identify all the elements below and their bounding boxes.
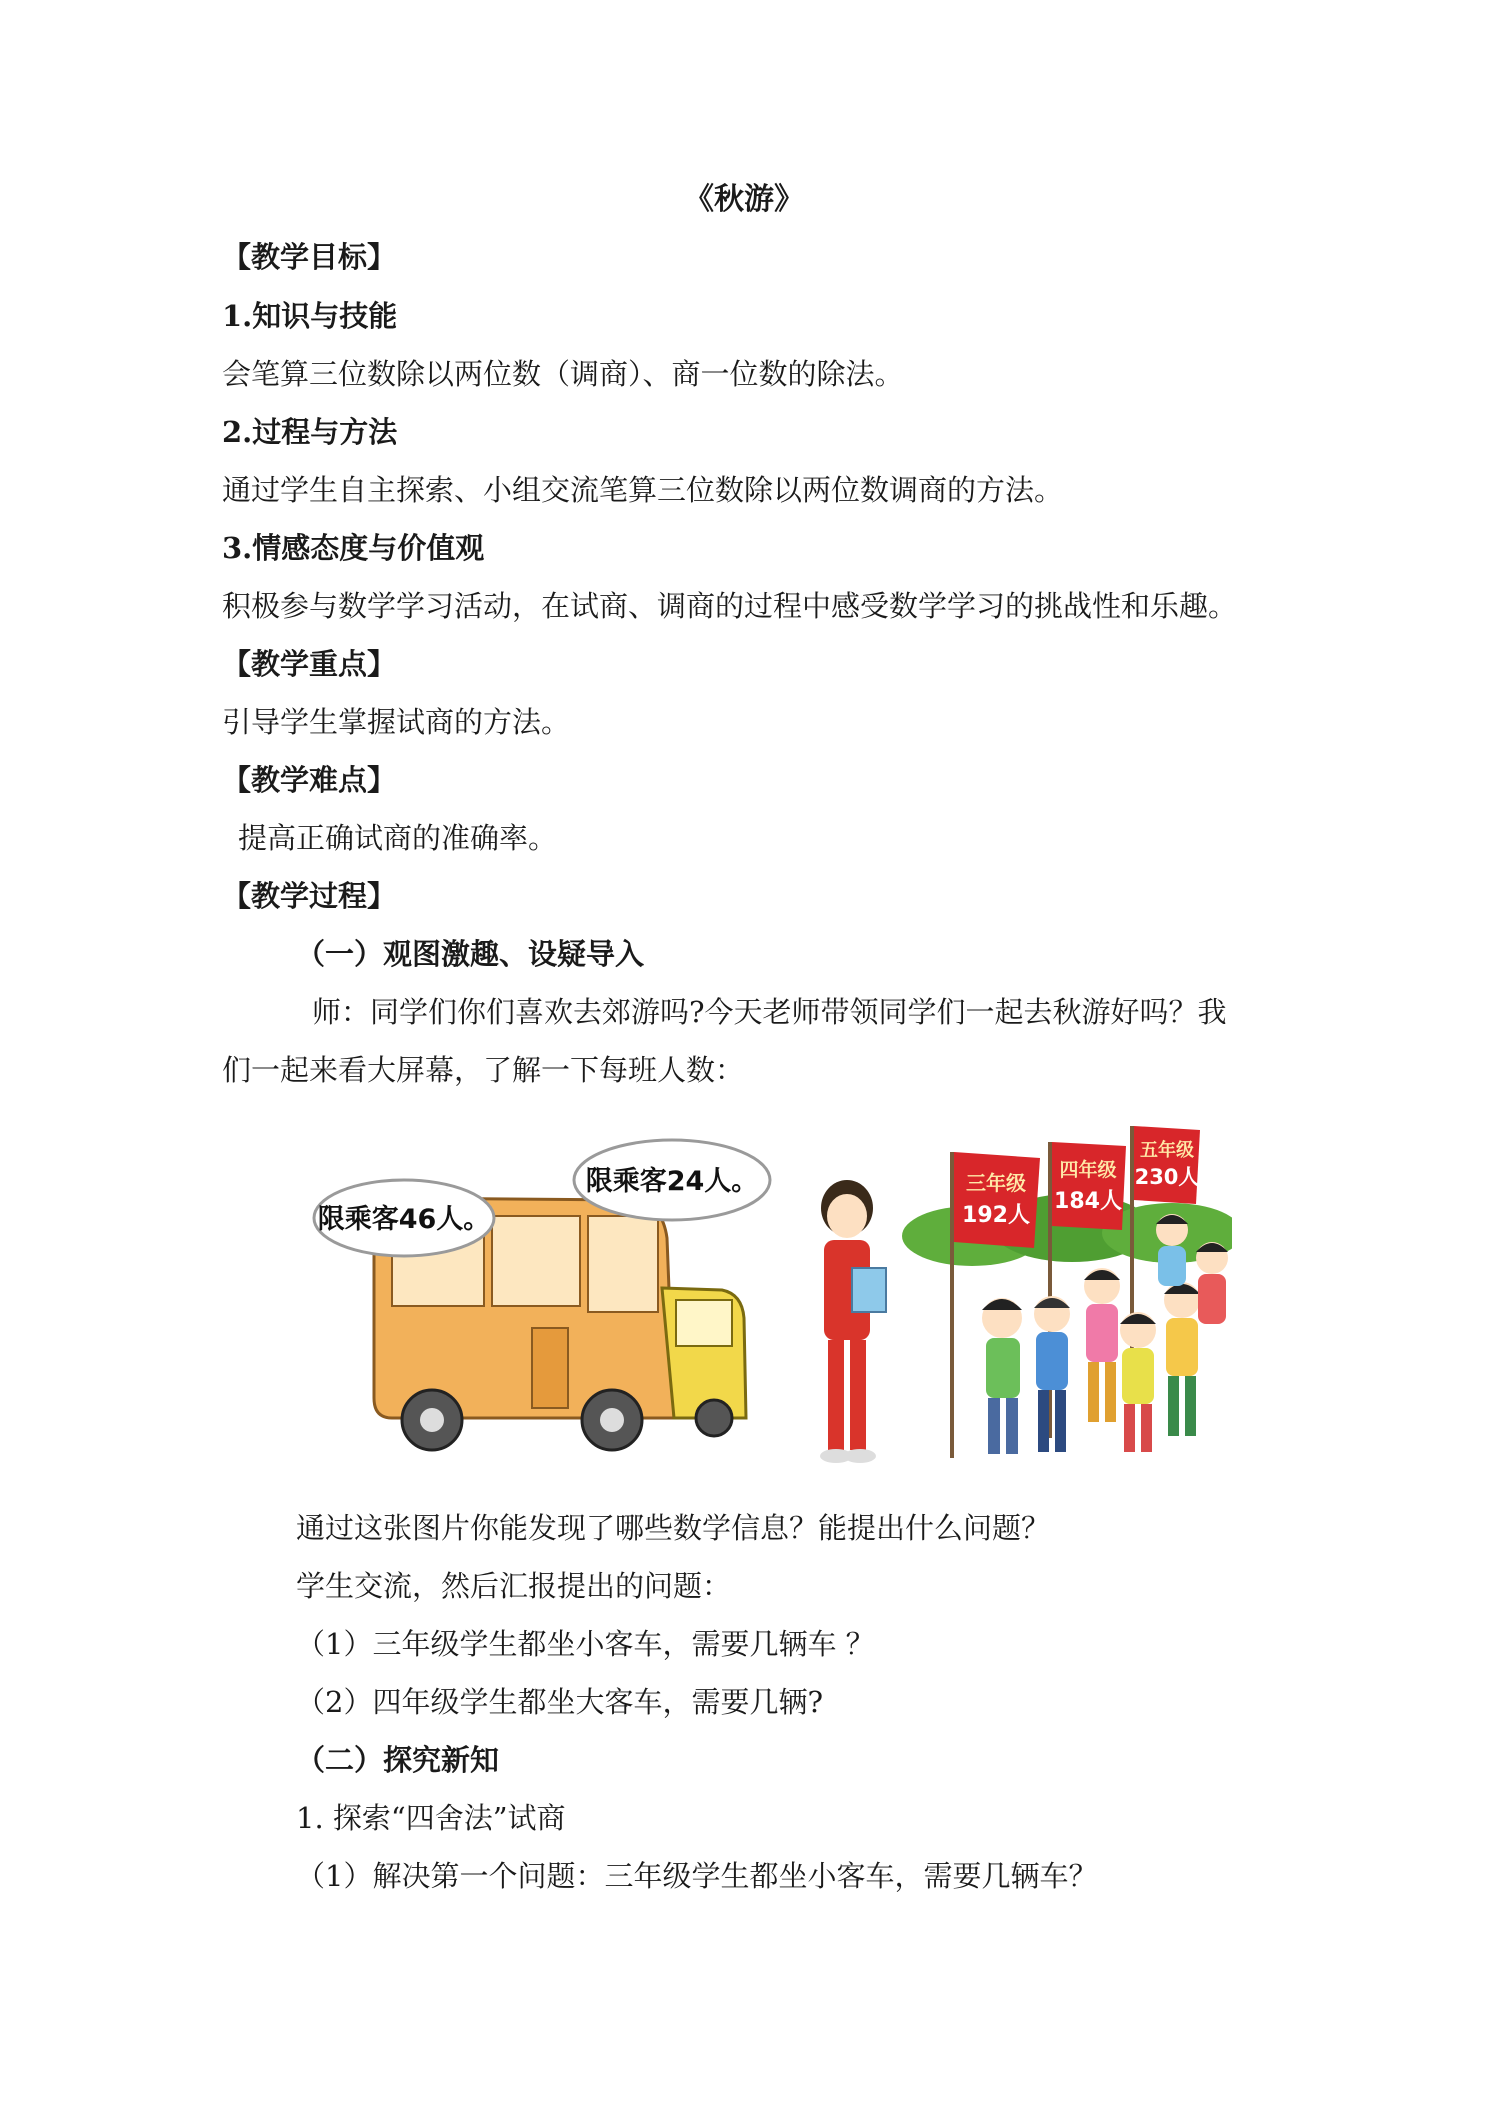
question-info: 通过这张图片你能发现了哪些数学信息？能提出什么问题？: [296, 1511, 1051, 1545]
goal3-text: 积极参与数学学习活动，在试商、调商的过程中感受数学学习的挑战性和乐趣。: [222, 589, 1238, 623]
question-1: （1）三年级学生都坐小客车，需要几辆车 ？: [296, 1627, 875, 1661]
heading-key-points: 【教学重点】: [222, 647, 397, 681]
goal3-title: 3.情感态度与价值观: [222, 531, 485, 565]
heading-process: 【教学过程】: [222, 879, 397, 913]
bubble-small-bus: [574, 1140, 770, 1220]
bubble-small-bus-text: 限乘客24人。: [585, 1166, 759, 1197]
flag-grade4-label: 四年级: [1059, 1159, 1117, 1181]
goal2-title: 2.过程与方法: [222, 415, 398, 449]
teacher-line-1: 师：同学们你们喜欢去郊游吗?今天老师带领同学们一起去秋游好吗？我: [312, 995, 1227, 1029]
field-trip-illustration: [312, 1118, 1232, 1478]
flag-grade4-count: 184人: [1054, 1189, 1122, 1214]
question-2: （2）四年级学生都坐大客车，需要几辆?: [296, 1685, 823, 1719]
goal1-title: 1.知识与技能: [222, 299, 398, 333]
flag-grade5-label: 五年级: [1140, 1140, 1194, 1161]
teacher-line-2: 们一起来看大屏幕，了解一下每班人数：: [222, 1053, 745, 1087]
flag-grade3-count: 192人: [962, 1203, 1030, 1228]
explore-1-sub: （1）解决第一个问题：三年级学生都坐小客车，需要几辆车？: [296, 1859, 1098, 1893]
flag-grade3-label: 三年级: [966, 1171, 1026, 1195]
explore-1: 1. 探索“四舍法”试商: [296, 1801, 566, 1835]
goal2-text: 通过学生自主探索、小组交流笔算三位数除以两位数调商的方法。: [222, 473, 1064, 507]
flag-grade5-count: 230人: [1134, 1165, 1200, 1189]
bubble-big-bus-text: 限乘客46人。: [317, 1204, 491, 1235]
document-title: 《秋游》: [684, 182, 804, 217]
bubble-big-bus: [314, 1180, 494, 1256]
section1-heading: （一）观图激趣、设疑导入: [296, 937, 645, 971]
goal1-text: 会笔算三位数除以两位数（调商）、商一位数的除法。: [222, 357, 904, 391]
section2-heading: （二）探究新知: [296, 1743, 500, 1777]
difficult-points-text: 提高正确试商的准确率。: [238, 821, 558, 855]
student-report: 学生交流，然后汇报提出的问题：: [296, 1569, 732, 1603]
heading-goals: 【教学目标】: [222, 240, 397, 274]
illustration-svg: [312, 1118, 1232, 1478]
teacher-figure: [820, 1180, 886, 1463]
key-points-text: 引导学生掌握试商的方法。: [222, 705, 571, 739]
small-bus: [662, 1288, 746, 1436]
heading-difficult-points: 【教学难点】: [222, 763, 397, 797]
